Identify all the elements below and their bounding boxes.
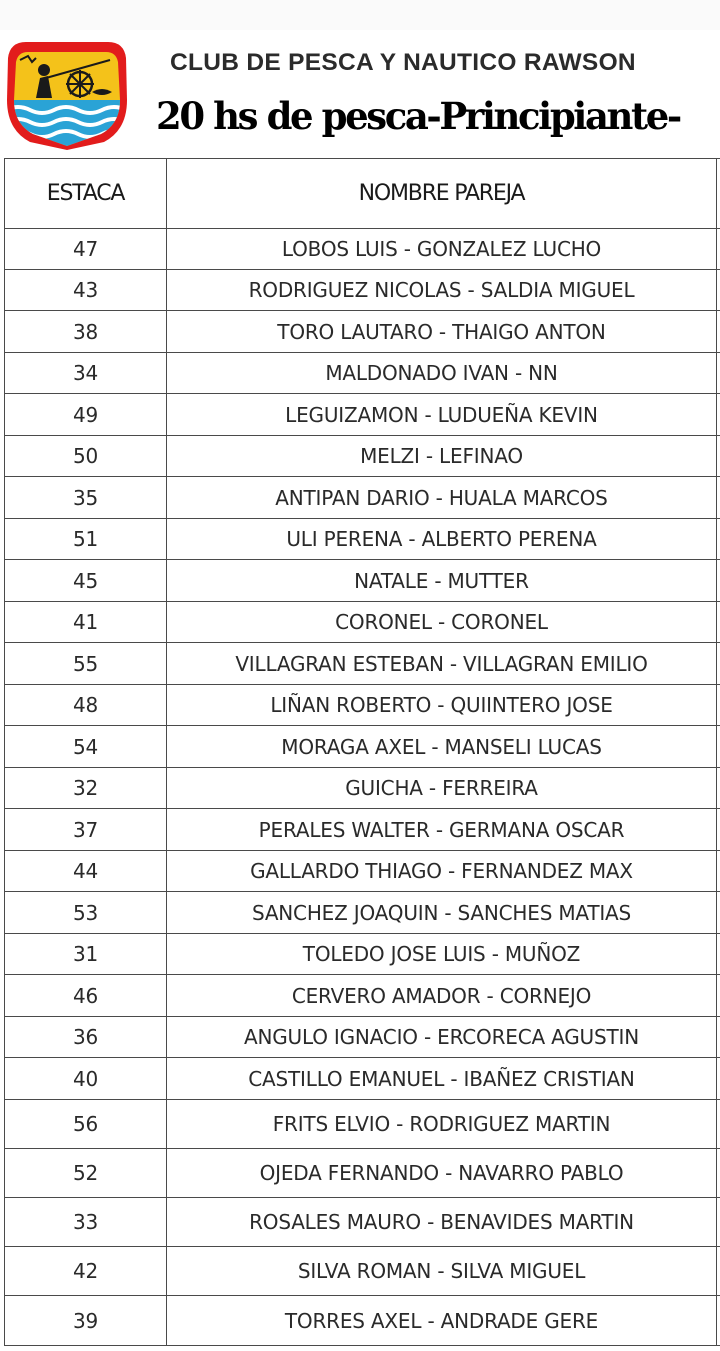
estaca-cell: 55: [5, 643, 167, 685]
estaca-cell: 45: [5, 560, 167, 602]
table-row: [5, 726, 720, 768]
table-edge-cell: [717, 1247, 720, 1296]
top-strip: [0, 0, 720, 30]
estaca-cell: 54: [5, 726, 167, 768]
table-row: [5, 311, 720, 353]
table-edge-cell: [717, 519, 720, 560]
table-edge-cell: [717, 1149, 720, 1198]
table-edge-cell: [717, 353, 720, 394]
table-edge-cell: [717, 394, 720, 436]
estaca-cell: 43: [5, 270, 167, 311]
estaca-cell: 31: [5, 934, 167, 975]
pareja-cell: TOLEDO JOSE LUIS - MUÑOZ: [167, 934, 717, 975]
estaca-cell: 32: [5, 768, 167, 809]
estaca-cell: 41: [5, 602, 167, 643]
estaca-cell: 34: [5, 353, 167, 394]
table-edge-cell: [717, 975, 720, 1017]
estaca-cell: 48: [5, 685, 167, 726]
table-row: [5, 477, 720, 519]
table-edge-cell: [717, 229, 720, 270]
pareja-cell: ANGULO IGNACIO - ERCORECA AGUSTIN: [167, 1017, 717, 1058]
club-name: CLUB DE PESCA Y NAUTICO RAWSON: [170, 49, 636, 76]
pareja-cell: SILVA ROMAN - SILVA MIGUEL: [167, 1247, 717, 1296]
pareja-cell: MORAGA AXEL - MANSELI LUCAS: [167, 726, 717, 768]
pareja-cell: PERALES WALTER - GERMANA OSCAR: [167, 809, 717, 851]
estaca-cell: 56: [5, 1100, 167, 1149]
table-row: [5, 436, 720, 477]
table-row: [5, 1058, 720, 1100]
table-row: [5, 809, 720, 851]
pareja-cell: TORO LAUTARO - THAIGO ANTON: [167, 311, 717, 353]
table-edge-cell: [717, 1296, 720, 1346]
table-edge-cell: [717, 934, 720, 975]
pareja-cell: VILLAGRAN ESTEBAN - VILLAGRAN EMILIO: [167, 643, 717, 685]
table-edge-cell: [717, 477, 720, 519]
table-row: [5, 1149, 720, 1198]
estaca-cell: 49: [5, 394, 167, 436]
table-edge-cell: [717, 809, 720, 851]
pareja-cell: MELZI - LEFINAO: [167, 436, 717, 477]
table-row: [5, 643, 720, 685]
table-row: [5, 1247, 720, 1296]
estaca-cell: 51: [5, 519, 167, 560]
table-edge-cell: [717, 311, 720, 353]
estaca-cell: 33: [5, 1198, 167, 1247]
table-row: [5, 975, 720, 1017]
table-edge-cell: [717, 892, 720, 934]
estaca-cell: 40: [5, 1058, 167, 1100]
estaca-cell: 52: [5, 1149, 167, 1198]
pareja-cell: LIÑAN ROBERTO - QUIINTERO JOSE: [167, 685, 717, 726]
table-edge-cell: [717, 1100, 720, 1149]
pareja-cell: TORRES AXEL - ANDRADE GERE: [167, 1296, 717, 1346]
table-edge-cell: [717, 768, 720, 809]
table-row: [5, 1198, 720, 1247]
pareja-cell: SANCHEZ JOAQUIN - SANCHES MATIAS: [167, 892, 717, 934]
estaca-cell: 50: [5, 436, 167, 477]
column-header-estaca: ESTACA: [5, 159, 167, 229]
pareja-cell: ULI PERENA - ALBERTO PERENA: [167, 519, 717, 560]
table-row: [5, 519, 720, 560]
estaca-cell: 42: [5, 1247, 167, 1296]
estaca-cell: 38: [5, 311, 167, 353]
pareja-cell: ANTIPAN DARIO - HUALA MARCOS: [167, 477, 717, 519]
table-edge-cell: [717, 270, 720, 311]
table-edge-cell: [717, 560, 720, 602]
table-row: [5, 560, 720, 602]
table-edge-cell: [717, 643, 720, 685]
estaca-cell: 53: [5, 892, 167, 934]
pairs-table: [4, 158, 720, 1346]
table-row: [5, 1017, 720, 1058]
estaca-cell: 47: [5, 229, 167, 270]
table-row: [5, 1296, 720, 1346]
pareja-cell: CERVERO AMADOR - CORNEJO: [167, 975, 717, 1017]
table-row: [5, 270, 720, 311]
pareja-cell: CASTILLO EMANUEL - IBAÑEZ CRISTIAN: [167, 1058, 717, 1100]
pareja-cell: CORONEL - CORONEL: [167, 602, 717, 643]
table-edge-cell: [717, 1198, 720, 1247]
table-row: [5, 685, 720, 726]
table-edge-cell: [717, 685, 720, 726]
estaca-cell: 46: [5, 975, 167, 1017]
pareja-cell: LEGUIZAMON - LUDUEÑA KEVIN: [167, 394, 717, 436]
club-logo: [6, 38, 128, 150]
pareja-cell: MALDONADO IVAN - NN: [167, 353, 717, 394]
table-row: [5, 768, 720, 809]
table-row: [5, 934, 720, 975]
table-header-row: [5, 159, 720, 229]
estaca-cell: 44: [5, 851, 167, 892]
estaca-cell: 39: [5, 1296, 167, 1346]
table-row: [5, 353, 720, 394]
table-row: [5, 394, 720, 436]
column-header-nombre-pareja: NOMBRE PAREJA: [167, 159, 717, 229]
pareja-cell: LOBOS LUIS - GONZALEZ LUCHO: [167, 229, 717, 270]
pareja-cell: FRITS ELVIO - RODRIGUEZ MARTIN: [167, 1100, 717, 1149]
table-row: [5, 1100, 720, 1149]
table-edge-cell: [717, 602, 720, 643]
event-title: 20 hs de pesca-Principiante-: [156, 94, 680, 138]
table-row: [5, 229, 720, 270]
pareja-cell: ROSALES MAURO - BENAVIDES MARTIN: [167, 1198, 717, 1247]
table-row: [5, 892, 720, 934]
pareja-cell: OJEDA FERNANDO - NAVARRO PABLO: [167, 1149, 717, 1198]
pareja-cell: RODRIGUEZ NICOLAS - SALDIA MIGUEL: [167, 270, 717, 311]
estaca-cell: 36: [5, 1017, 167, 1058]
estaca-cell: 37: [5, 809, 167, 851]
table-row: [5, 602, 720, 643]
table-row: [5, 851, 720, 892]
pareja-cell: NATALE - MUTTER: [167, 560, 717, 602]
table-edge-cell: [717, 1017, 720, 1058]
pareja-cell: GALLARDO THIAGO - FERNANDEZ MAX: [167, 851, 717, 892]
estaca-cell: 35: [5, 477, 167, 519]
table-edge-cell: [717, 851, 720, 892]
table-edge-cell: [717, 726, 720, 768]
pareja-cell: GUICHA - FERREIRA: [167, 768, 717, 809]
table-edge-cell: [717, 436, 720, 477]
table-edge-cell: [717, 1058, 720, 1100]
table-edge-cell: [717, 159, 720, 229]
